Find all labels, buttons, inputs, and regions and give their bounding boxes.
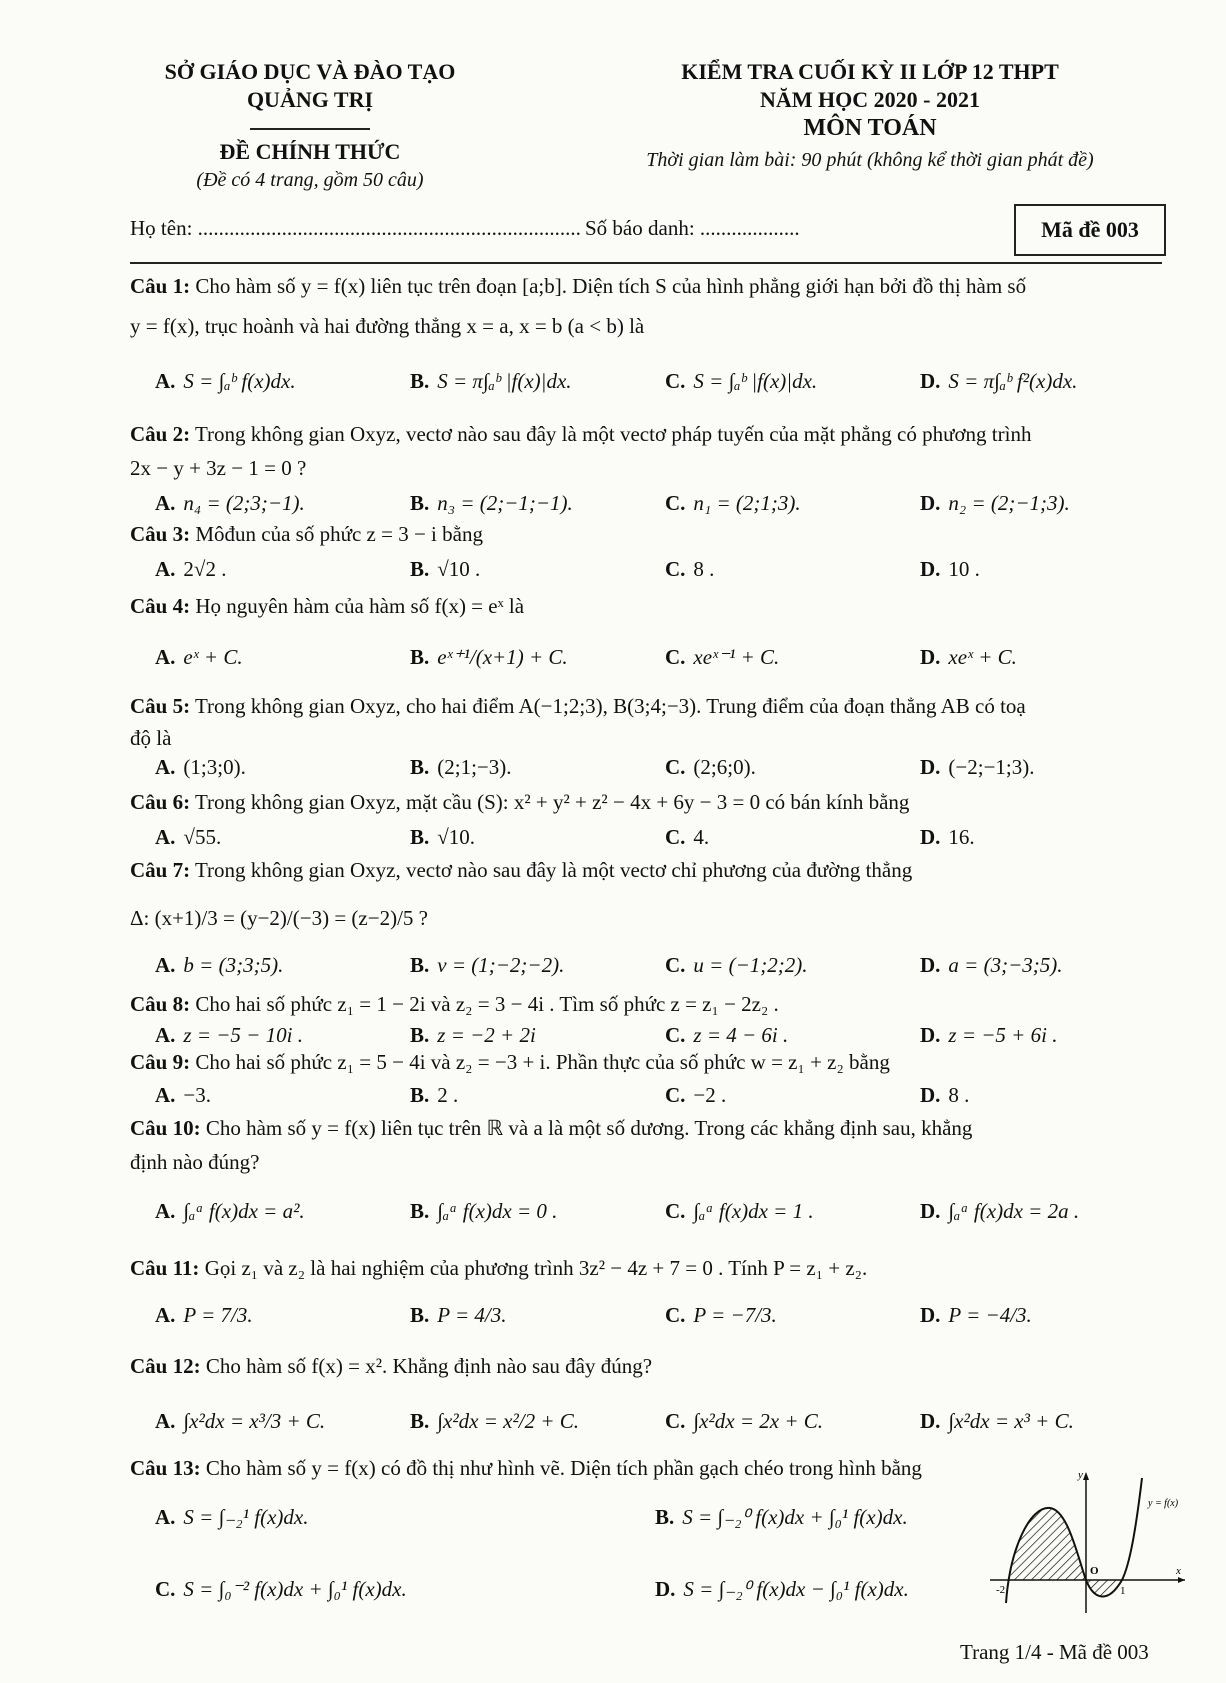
option-d[interactable]: D. S = ∫₋₂⁰ f(x)dx − ∫₀¹ f(x)dx. (655, 1577, 909, 1601)
question-7: Câu 7: Trong không gian Oxyz, vectơ nào sau đây là một vectơ chỉ phương của đường thẳng (130, 858, 913, 882)
option-c[interactable]: C. 8 . (665, 557, 715, 581)
question-11: Câu 11: Gọi z₁ và z₂ là hai nghiệm của phương trình 3z² − 4z + 7 = 0 . Tính P = z₁ + z₂. (130, 1256, 868, 1280)
option-b[interactable]: B. P = 4/3. (410, 1303, 507, 1327)
official-label: ĐỀ CHÍNH THỨC (219, 139, 401, 164)
option-d[interactable]: D. 16. (920, 825, 975, 849)
option-b[interactable]: B. S = ∫₋₂⁰ f(x)dx + ∫₀¹ f(x)dx. (655, 1505, 908, 1529)
option-c[interactable]: C. xeˣ⁻¹ + C. (665, 645, 780, 669)
question-2-cont: 2x − y + 3z − 1 = 0 ? (130, 456, 307, 480)
header-divider (250, 128, 370, 130)
y-label: y (1078, 1469, 1083, 1481)
option-d[interactable]: D. S = π∫ₐᵇ f²(x)dx. (920, 369, 1078, 393)
option-a[interactable]: A. ∫ₐᵃ f(x)dx = a². (155, 1199, 305, 1223)
option-a[interactable]: A. z = −5 − 10i . (155, 1023, 303, 1047)
option-a[interactable]: A. b = (3;3;5). (155, 953, 284, 977)
question-9: Câu 9: Cho hai số phức z₁ = 5 − 4i và z₂ = −3 + i. Phần thực của số phức w = z₁ + z₂ bằng (130, 1050, 890, 1074)
school-year: NĂM HỌC 2020 - 2021 (760, 87, 980, 112)
question-12: Câu 12: Cho hàm số f(x) = x². Khẳng định nào sau đây đúng? (130, 1354, 653, 1378)
header-rule (130, 262, 1162, 264)
question-10-options (155, 1196, 1175, 1226)
option-d[interactable]: D. ∫x²dx = x³ + C. (920, 1409, 1074, 1433)
province-name: QUẢNG TRỊ (246, 87, 374, 112)
option-c[interactable]: C. ∫ₐᵃ f(x)dx = 1 . (665, 1199, 814, 1223)
x-label: x (1176, 1565, 1181, 1577)
question-8: Câu 8: Cho hai số phức z₁ = 1 − 2i và z₂ = 3 − 4i . Tìm số phức z = z₁ − 2z₂ . (130, 992, 779, 1016)
option-c[interactable]: C. 4. (665, 825, 710, 849)
option-b[interactable]: B. 2 . (410, 1083, 459, 1107)
option-c[interactable]: C. P = −7/3. (665, 1303, 777, 1327)
question-7-options (155, 950, 1175, 980)
option-d[interactable]: D. P = −4/3. (920, 1303, 1032, 1327)
question-3-options (155, 554, 1175, 584)
question-1-cont: y = f(x), trục hoành và hai đường thẳng x = a, x = b (a < b) là (130, 314, 645, 338)
option-d[interactable]: D. n₂ = (2;−1;3). (920, 491, 1070, 515)
option-b[interactable]: B. S = π∫ₐᵇ |f(x)|dx. (410, 369, 572, 393)
page-footer: Trang 1/4 - Mã đề 003 (960, 1640, 1149, 1664)
id-field: Số báo danh: ................... (585, 216, 800, 240)
question-13-options-row2 (155, 1574, 975, 1604)
option-b[interactable]: B. √10 . (410, 557, 481, 581)
option-d[interactable]: D. xeˣ + C. (920, 645, 1017, 669)
option-a[interactable]: A. 2√2 . (155, 557, 227, 581)
name-field: Họ tên: ......................................................................... (130, 216, 581, 240)
question-5-options (155, 752, 1175, 782)
option-d[interactable]: D. ∫ₐᵃ f(x)dx = 2a . (920, 1199, 1080, 1223)
option-c[interactable]: C. ∫x²dx = 2x + C. (665, 1409, 824, 1433)
question-5-cont: độ là (130, 726, 172, 750)
option-a[interactable]: A. S = ∫ₐᵇ f(x)dx. (155, 369, 296, 393)
question-7-cont: Δ: (x+1)/3 = (y−2)/(−3) = (z−2)/5 ? (130, 906, 428, 930)
question-1-options (155, 366, 1175, 396)
option-a[interactable]: A. ∫x²dx = x³/3 + C. (155, 1409, 326, 1433)
exam-code-box: Mã đề 003 (1014, 204, 1166, 256)
option-b[interactable]: B. √10. (410, 825, 476, 849)
department-name: SỞ GIÁO DỤC VÀ ĐÀO TẠO (164, 59, 456, 84)
option-d[interactable]: D. (−2;−1;3). (920, 755, 1035, 779)
option-a[interactable]: A. √55. (155, 825, 222, 849)
question-13: Câu 13: Cho hàm số y = f(x) có đồ thị như hình vẽ. Diện tích phần gạch chéo trong hình bằng (130, 1456, 922, 1480)
question-10: Câu 10: Cho hàm số y = f(x) liên tục trên ℝ và a là một số dương. Trong các khẳng định sau, khẳng (130, 1116, 973, 1140)
question-11-options (155, 1300, 1175, 1330)
question-6-options (155, 822, 1175, 852)
option-a[interactable]: A. S = ∫₋₂¹ f(x)dx. (155, 1505, 309, 1529)
option-c[interactable]: C. z = 4 − 6i . (665, 1023, 789, 1047)
question-4-options (155, 642, 1175, 672)
option-d[interactable]: D. z = −5 + 6i . (920, 1023, 1058, 1047)
option-a[interactable]: A. P = 7/3. (155, 1303, 253, 1327)
option-c[interactable]: C. (2;6;0). (665, 755, 756, 779)
option-c[interactable]: C. n₁ = (2;1;3). (665, 491, 801, 515)
exam-title: KIỂM TRA CUỐI KỲ II LỚP 12 THPT (681, 59, 1059, 84)
option-b[interactable]: B. v = (1;−2;−2). (410, 953, 565, 977)
origin-label: O (1090, 1565, 1099, 1577)
page-count-note: (Đề có 4 trang, gồm 50 câu) (196, 169, 424, 191)
question-13-options-row1 (155, 1502, 975, 1532)
option-a[interactable]: A. −3. (155, 1083, 212, 1107)
option-b[interactable]: B. z = −2 + 2i (410, 1023, 536, 1047)
option-b[interactable]: B. eˣ⁺¹/(x+1) + C. (410, 645, 568, 669)
question-3: Câu 3: Môđun của số phức z = 3 − i bằng (130, 522, 483, 546)
tick-neg2: -2 (996, 1584, 1006, 1596)
option-d[interactable]: D. a = (3;−3;5). (920, 953, 1063, 977)
time-note: Thời gian làm bài: 90 phút (không kể thời gian phát đề) (646, 149, 1094, 171)
option-d[interactable]: D. 8 . (920, 1083, 970, 1107)
question-5: Câu 5: Trong không gian Oxyz, cho hai điểm A(−1;2;3), B(3;4;−3). Trung điểm của đoạn thẳng AB có toạ (130, 694, 1026, 718)
option-c[interactable]: C. S = ∫₀⁻² f(x)dx + ∫₀¹ f(x)dx. (155, 1577, 407, 1601)
option-b[interactable]: B. n₃ = (2;−1;−1). (410, 491, 573, 515)
subject: MÔN TOÁN (803, 115, 937, 141)
question-10-cont: định nào đúng? (130, 1150, 260, 1174)
question-1: Câu 1: Cho hàm số y = f(x) liên tục trên đoạn [a;b]. Diện tích S của hình phẳng giới hạn bởi đồ thị hàm số (130, 274, 1027, 298)
option-c[interactable]: C. −2 . (665, 1083, 727, 1107)
option-a[interactable]: A. (1;3;0). (155, 755, 246, 779)
question-4: Câu 4: Họ nguyên hàm của hàm số f(x) = eˣ là (130, 594, 525, 618)
option-c[interactable]: C. u = (−1;2;2). (665, 953, 808, 977)
option-b[interactable]: B. ∫ₐᵃ f(x)dx = 0 . (410, 1199, 558, 1223)
option-b[interactable]: B. (2;1;−3). (410, 755, 512, 779)
tick-1: 1 (1120, 1585, 1126, 1597)
option-a[interactable]: A. n₄ = (2;3;−1). (155, 491, 305, 515)
question-6: Câu 6: Trong không gian Oxyz, mặt cầu (S): x² + y² + z² − 4x + 6y − 3 = 0 có bán kính bằng (130, 790, 910, 814)
question-2-options (155, 488, 1175, 518)
option-c[interactable]: C. S = ∫ₐᵇ |f(x)|dx. (665, 369, 818, 393)
option-d[interactable]: D. 10 . (920, 557, 980, 581)
option-a[interactable]: A. eˣ + C. (155, 645, 243, 669)
curve-label: y = f(x) (1148, 1498, 1179, 1509)
question-9-options (155, 1080, 1175, 1110)
question-12-options (155, 1406, 1175, 1436)
function-graph-figure (990, 1468, 1190, 1618)
question-2: Câu 2: Trong không gian Oxyz, vectơ nào sau đây là một vectơ pháp tuyến của mặt phẳng có phương trình (130, 422, 1032, 446)
option-b[interactable]: B. ∫x²dx = x²/2 + C. (410, 1409, 580, 1433)
